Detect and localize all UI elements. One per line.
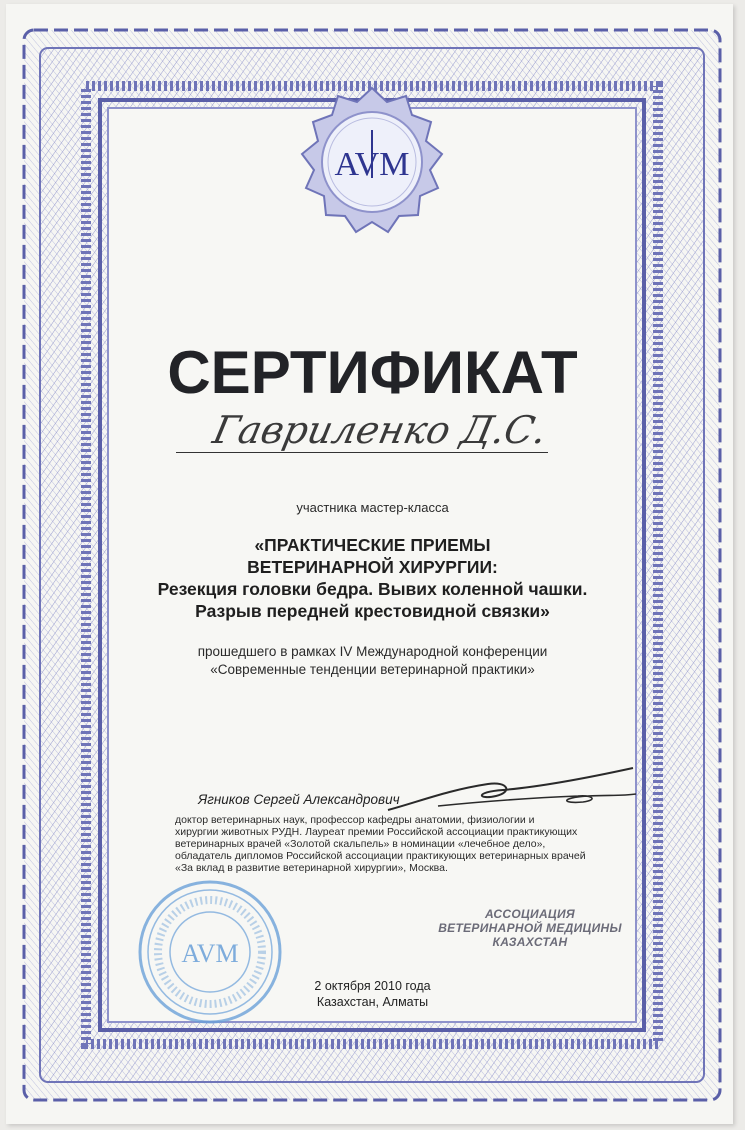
location-line: Казахстан, Алматы: [316, 995, 429, 1009]
course-line: Разрыв передней крестовидной связки»: [195, 601, 550, 621]
association-name: [430, 907, 630, 949]
course-title: [0, 534, 745, 622]
recipient-name-line: [176, 452, 548, 453]
course-line: Резекция головки бедра. Вывих коленной чашки.: [157, 579, 588, 599]
signatory-desc-line: доктор ветеринарных наук, профессор кафедры анатомии, физиологии и: [175, 814, 535, 826]
conference-line: «Современные тенденции ветеринарной практики»: [210, 662, 535, 677]
course-line: «ПРАКТИЧЕСКИЕ ПРИЕМЫ: [254, 535, 491, 555]
avm-logo-seal: [292, 82, 452, 242]
participant-line: участника мастер-класса: [296, 500, 449, 515]
course-line: ВЕТЕРИНАРНОЙ ХИРУРГИИ:: [247, 557, 498, 577]
certificate-title: СЕРТИФИКАТ: [167, 339, 578, 406]
logo-text: AVM: [334, 146, 410, 183]
association-line: КАЗАХСТАН: [492, 935, 568, 949]
signatory-desc-line: хирургии животных РУДН. Лауреат премии Российской ассоциации практикующих: [175, 826, 578, 838]
date-location: [0, 978, 745, 1010]
association-line: АССОЦИАЦИЯ: [485, 907, 575, 921]
signatory-desc-line: обладатель дипломов Российской ассоциации практикующих ветеринарных врачей: [175, 850, 586, 862]
signatory-desc-line: ветеринарных врачей «Золотой скальпель» в номинации «лечебное дело»,: [175, 838, 546, 850]
conference-info: [0, 643, 745, 679]
association-line: ВЕТЕРИНАРНОЙ МЕДИЦИНЫ: [438, 921, 622, 935]
signatory-description: [175, 814, 615, 874]
handwritten-signature: [378, 762, 638, 822]
recipient-name-handwritten: Гавриленко Д.С.: [209, 408, 551, 452]
date-line: 2 октября 2010 года: [314, 979, 431, 993]
signatory-name: Ягников Сергей Александрович: [198, 792, 400, 807]
stamp-logo-text: AVM: [181, 939, 239, 968]
conference-line: прошедшего в рамках IV Международной конференции: [197, 644, 548, 659]
signatory-desc-line: «За вклад в развитие ветеринарной хирургии», Москва.: [175, 862, 448, 874]
